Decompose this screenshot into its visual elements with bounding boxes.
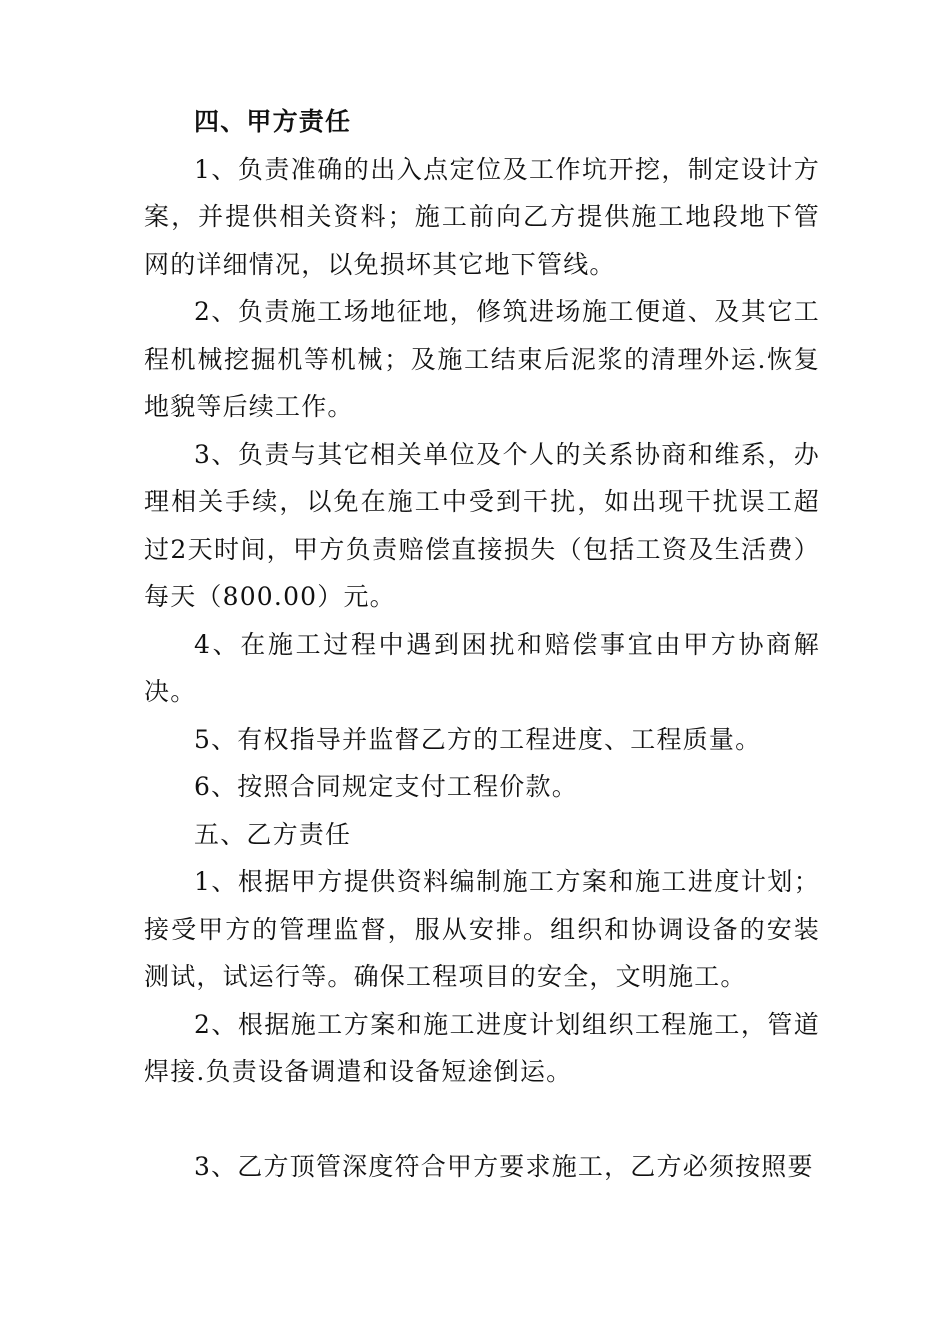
document-body [144, 98, 820, 1190]
section-heading-party-b: 五、乙方责任 [194, 819, 352, 849]
paragraph-a2: 2、负责施工场地征地，修筑进场施工便道、及其它工程机械挖掘机等机械；及施工结束后泥浆的清理外运.恢复地貌等后续工作。 [144, 297, 820, 421]
paragraph-a1: 1、负责准确的出入点定位及工作坑开挖，制定设计方案，并提供相关资料；施工前向乙方提供施工地段地下管网的详细情况，以免损坏其它地下管线。 [144, 154, 820, 279]
paragraph-b1: 1、根据甲方提供资料编制施工方案和施工进度计划；接受甲方的管理监督，服从安排。组织和协调设备的安装测试，试运行等。确保工程项目的安全，文明施工。 [144, 867, 820, 991]
blank-spacer [144, 1096, 820, 1143]
paragraph-a4: 4、在施工过程中遇到困扰和赔偿事宜由甲方协商解决。 [144, 629, 820, 706]
paragraph-b3: 3、乙方顶管深度符合甲方要求施工，乙方必须按照要 [194, 1151, 814, 1181]
paragraph-b2: 2、根据施工方案和施工进度计划组织工程施工，管道焊接.负责设备调遣和设备短途倒运。 [144, 1009, 820, 1086]
paragraph-a6: 6、按照合同规定支付工程价款。 [194, 772, 578, 801]
paragraph-a3: 3、负责与其它相关单位及个人的关系协商和维系，办理相关手续，以免在施工中受到干扰，如出现干扰误工超过2天时间，甲方负责赔偿直接损失（包括工资及生活费）每天（800.00）元。 [144, 439, 820, 611]
paragraph-a5: 5、有权指导并监督乙方的工程进度、工程质量。 [194, 724, 762, 754]
section-heading-party-a: 四、甲方责任 [194, 107, 352, 136]
